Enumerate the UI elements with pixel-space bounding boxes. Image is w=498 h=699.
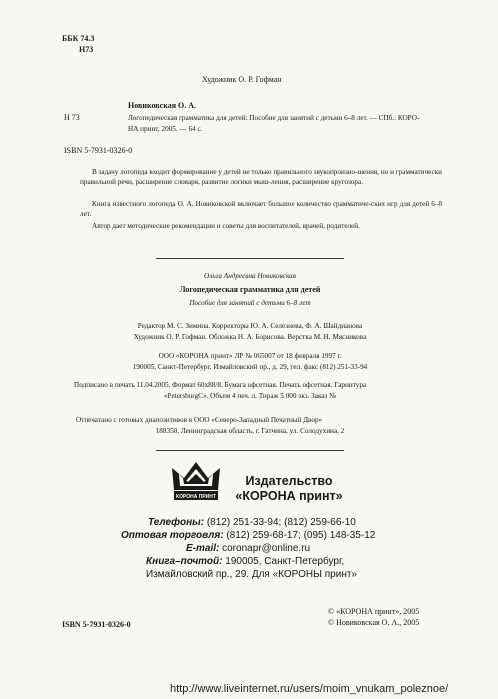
- publisher-line-1: Издательство: [245, 474, 333, 488]
- imprint-license: ООО «КОРОНА принт» ЛР № 065007 от 18 февраля 1997 г.: [158, 352, 342, 360]
- illustrator-line: Художник О. Р. Гофман: [202, 75, 282, 84]
- printed-by-line-1: Отпечатано с готовых диапозитивов в ООО «Северо-Западный Печатный Двор»: [76, 416, 323, 424]
- print-details-line-2: «PetersburgC». Объем 4 печ. л. Тираж 5 000 экз. Заказ №: [163, 392, 337, 400]
- bbk-code: ББК 74.3: [62, 34, 95, 43]
- email-value: coronapr@online.ru: [222, 543, 311, 554]
- wholesale-value: (812) 259-68-17; (095) 148-35-12: [226, 530, 376, 541]
- imprint-title: Логопедическая грамматика для детей: [179, 285, 321, 294]
- publisher-line-2: «КОРОНА принт»: [235, 489, 343, 503]
- publisher-logo: [170, 460, 222, 506]
- crown-icon: [170, 460, 222, 506]
- mail-order-row: [146, 556, 344, 569]
- divider-bottom: [156, 450, 344, 451]
- annotation-paragraph-2: Книга известного логопеда О. А. Новиковской включает большое количество грамматиче-ских игр для детей 6–8 лет.: [80, 200, 442, 218]
- imprint-subtitle: Пособие для занятий с детьми 6–8 лет: [189, 299, 311, 307]
- logo-text: КОРОНА ПРИНТ: [176, 494, 216, 500]
- phones-value: (812) 251-33-94; (812) 259-66-10: [206, 517, 356, 528]
- phones-row: [148, 517, 356, 530]
- watermark-url: http://www.liveinternet.ru/users/moim_vnukam_poleznoe/: [170, 683, 449, 695]
- wholesale-label: Оптовая торговля:: [121, 530, 224, 541]
- copyright-publisher: © «КОРОНА принт», 2005: [328, 607, 420, 616]
- mail-order-address: Измайловский пр., 29. Для «КОРОНЫ принт»: [146, 569, 357, 580]
- divider-top: [156, 258, 344, 259]
- annotation-paragraph-1: В задачу логопеда входит формирование у детей не только правильного звукопроизно-шения, но и грамматически правильной речи, расширение словаря, развитие логики мыш-ления, расширение кругозора.: [80, 168, 442, 186]
- printed-by-line-2: 188350, Ленинградская область, г. Гатчина, ул. Солодухина, 2: [155, 427, 345, 435]
- copyright-author: © Новиковская О. А., 2005: [328, 618, 420, 627]
- catalog-code: Н 73: [64, 113, 80, 122]
- phones-label: Телефоны:: [148, 517, 205, 528]
- wholesale-row: [121, 530, 375, 543]
- email-label: E-mail:: [186, 543, 220, 554]
- catalog-description-line-1: Логопедическая грамматика для детей: Пособие для занятий с детьми 6–8 лет. — СПб.: КОРО-: [128, 114, 420, 122]
- mail-order-label: Книга–почтой:: [146, 556, 223, 567]
- imprint-author: Ольга Андреевна Новиковская: [204, 272, 296, 280]
- imprint-editors: Редактор М. С. Зимина. Корректоры Ю. А. Селезнева, Ф. А. Шайдианова: [137, 322, 363, 330]
- mail-order-value: 190005, Санкт-Петербург,: [225, 556, 345, 567]
- imprint-design: Художник О. Р. Гофман. Обложка Н. А. Борисова. Верстка М. Н. Мясникова: [133, 333, 367, 341]
- imprint-address: 190005, Санкт-Петербург, Измайловский пр., д. 29, тел. факс (812) 251-33-94: [132, 363, 368, 371]
- print-details-line-1: Подписано в печать 11.04.2005. Формат 60х88/8. Бумага офсетная. Печать офсетная. Гарнитура: [74, 381, 367, 389]
- email-row: [186, 543, 310, 556]
- annotation-paragraph-3: Автор дает методические рекомендации и советы для воспитателей, врачей, родителей.: [92, 222, 360, 230]
- author-mark: Н73: [79, 45, 94, 54]
- isbn-bottom: ISBN 5-7931-0326-0: [62, 620, 131, 629]
- catalog-author: Новиковская О. А.: [128, 101, 197, 110]
- isbn-top: ISBN 5-7931-0326-0: [64, 146, 133, 155]
- catalog-description-line-2: НА принт, 2005. — 64 с.: [128, 125, 203, 133]
